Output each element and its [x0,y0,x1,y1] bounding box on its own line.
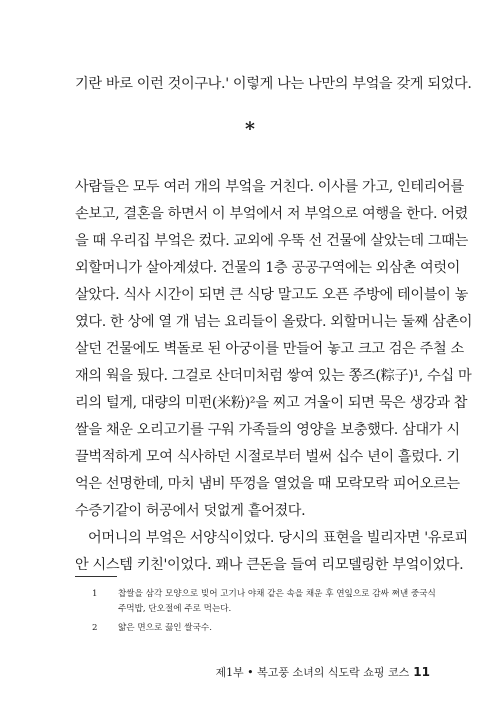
body-line: 외할머니가 살아계셨다. 건물의 1층 공공구역에는 외삼촌 여럿이 [75,260,461,276]
body-line: 기란 바로 이런 것이구나.' 이렇게 나는 나만의 부엌을 갖게 되었다. [75,76,472,92]
body-line: 사람들은 모두 여러 개의 부엌을 거친다. 이사를 가고, 인테리어를 [75,179,464,195]
footnote-text: 찹쌀을 삼각 모양으로 빚어 고기나 야채 같은 속을 채운 후 연잎으로 감싸 쪄낸 중국식 [118,589,436,599]
footnote-text: 얇은 면으로 끓인 쌀국수. [118,623,212,633]
body-line: 쌀을 채운 오리고기를 구워 가족들의 영양을 보충했다. 삼대가 시 [75,422,460,438]
footnote-number: 1 [92,589,98,599]
body-line: 손보고, 결혼을 하면서 이 부엌에서 저 부엌으로 여행을 한다. 어렸 [75,206,468,222]
section-separator: * [245,118,255,140]
body-line: 살았다. 식사 시간이 되면 큰 식당 말고도 오픈 주방에 테이블이 놓 [75,287,468,303]
footnote-text: 주먹밥, 단오절에 주로 먹는다. [118,604,232,614]
body-line: 재의 웍을 뒀다. 그걸로 산더미처럼 쌓여 있는 쫑즈(粽子)¹, 수십 마 [75,368,472,384]
page-number: 11 [413,665,430,679]
footnote-divider [75,576,117,577]
body-line: 끌벅적하게 모여 식사하던 시절로부터 벌써 십수 년이 흘렀다. 기 [75,449,460,465]
running-head: 제1부 • 복고풍 소녀의 식도락 쇼핑 코스 [215,666,410,679]
body-line: 어머니의 부엌은 서양식이었다. 당시의 표현을 빌리자면 '유로피 [88,530,468,546]
body-line: 살던 건물에도 벽돌로 된 아궁이를 만들어 놓고 크고 검은 주철 소 [75,341,464,357]
body-line: 였다. 한 상에 열 개 넘는 요리들이 올랐다. 외할머니는 둘째 삼촌이 [75,314,473,330]
body-line: 안 시스템 키친'이었다. 꽤나 큰돈을 들여 리모델링한 부엌이었다. [75,557,464,573]
footnote-number: 2 [92,623,98,633]
body-line: 을 때 우리집 부엌은 컸다. 교외에 우뚝 선 건물에 살았는데 그때는 [75,233,468,249]
body-line: 억은 선명한데, 마치 냄비 뚜껑을 열었을 때 모락모락 피어오르는 [75,476,460,492]
page-footer [215,665,430,680]
body-line: 수증기같이 허공에서 덧없게 흩어졌다. [75,503,306,519]
body-line: 리의 털게, 대량의 미펀(米粉)²을 찌고 겨울이 되면 묵은 생강과 찹 [75,395,468,411]
